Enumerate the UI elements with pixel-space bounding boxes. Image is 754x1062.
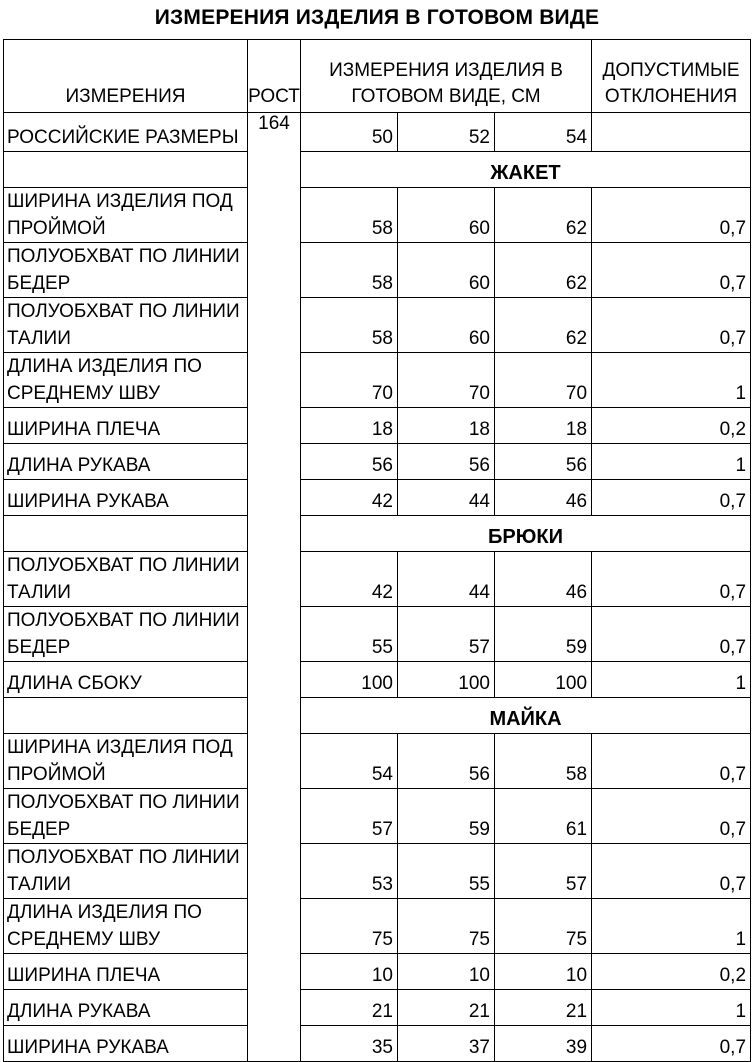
tolerance-value: 0,7 <box>592 607 751 662</box>
sizes-row-label: РОССИЙСКИЕ РАЗМЕРЫ <box>4 113 248 152</box>
measurement-value: 62 <box>495 188 592 243</box>
measurement-value: 21 <box>398 990 495 1026</box>
measurement-label: ШИРИНА РУКАВА <box>4 1026 248 1062</box>
size-value: 52 <box>398 113 495 152</box>
measurement-value: 56 <box>495 444 592 480</box>
section-row <box>4 152 751 188</box>
table-row <box>4 444 751 480</box>
table-row <box>4 552 751 607</box>
measurement-value: 62 <box>495 243 592 298</box>
measurement-label: ШИРИНА ИЗДЕЛИЯ ПОД ПРОЙМОЙ <box>4 734 248 789</box>
tolerance-value: 0,7 <box>592 789 751 844</box>
measurement-label: ДЛИНА СБОКУ <box>4 662 248 698</box>
measurement-value: 60 <box>398 298 495 353</box>
section-empty-cell <box>4 698 248 734</box>
measurement-label: ПОЛУОБХВАТ ПО ЛИНИИ ТАЛИИ <box>4 552 248 607</box>
height-value: 164 <box>248 113 301 1062</box>
measurement-label: ШИРИНА РУКАВА <box>4 480 248 516</box>
table-row <box>4 188 751 243</box>
measurement-value: 75 <box>301 899 398 954</box>
tolerance-value: 0,2 <box>592 954 751 990</box>
measurement-value: 75 <box>398 899 495 954</box>
measurement-value: 42 <box>301 480 398 516</box>
sizes-row <box>4 113 751 152</box>
measurement-label: ДЛИНА РУКАВА <box>4 990 248 1026</box>
table-row <box>4 662 751 698</box>
measurement-value: 58 <box>301 243 398 298</box>
table-row <box>4 734 751 789</box>
measurement-value: 56 <box>398 734 495 789</box>
tolerance-value: 0,7 <box>592 188 751 243</box>
measurement-value: 42 <box>301 552 398 607</box>
section-row <box>4 516 751 552</box>
measurement-value: 59 <box>398 789 495 844</box>
tolerance-value: 1 <box>592 899 751 954</box>
measurement-value: 70 <box>301 353 398 408</box>
measurement-value: 57 <box>398 607 495 662</box>
header-height: РОСТ <box>248 40 301 113</box>
section-title: МАЙКА <box>301 698 751 734</box>
table-row <box>4 298 751 353</box>
measurement-value: 44 <box>398 552 495 607</box>
measurement-value: 57 <box>301 789 398 844</box>
measurement-value: 54 <box>301 734 398 789</box>
tolerance-value: 0,2 <box>592 408 751 444</box>
table-row <box>4 408 751 444</box>
measurement-value: 44 <box>398 480 495 516</box>
tolerance-empty <box>592 113 751 152</box>
measurement-value: 55 <box>398 844 495 899</box>
measurement-value: 39 <box>495 1026 592 1062</box>
measurement-label: ПОЛУОБХВАТ ПО ЛИНИИ ТАЛИИ <box>4 844 248 899</box>
measurement-value: 70 <box>495 353 592 408</box>
measurement-value: 21 <box>301 990 398 1026</box>
tolerance-value: 0,7 <box>592 243 751 298</box>
header-row <box>4 40 751 113</box>
table-row <box>4 899 751 954</box>
header-finished-measurements: ИЗМЕРЕНИЯ ИЗДЕЛИЯ В ГОТОВОМ ВИДЕ, СМ <box>301 40 592 113</box>
tolerance-value: 0,7 <box>592 552 751 607</box>
measurement-value: 35 <box>301 1026 398 1062</box>
measurement-label: ДЛИНА ИЗДЕЛИЯ ПО СРЕДНЕМУ ШВУ <box>4 899 248 954</box>
section-title: ЖАКЕТ <box>301 152 751 188</box>
measurement-value: 100 <box>398 662 495 698</box>
tolerance-value: 0,7 <box>592 1026 751 1062</box>
measurement-value: 10 <box>301 954 398 990</box>
measurement-value: 57 <box>495 844 592 899</box>
measurement-value: 18 <box>301 408 398 444</box>
measurement-value: 58 <box>495 734 592 789</box>
tolerance-value: 0,7 <box>592 844 751 899</box>
table-row <box>4 607 751 662</box>
section-row <box>4 698 751 734</box>
tolerance-value: 0,7 <box>592 298 751 353</box>
measurement-value: 18 <box>398 408 495 444</box>
table-row <box>4 1026 751 1062</box>
measurement-value: 55 <box>301 607 398 662</box>
measurement-label: ШИРИНА ИЗДЕЛИЯ ПОД ПРОЙМОЙ <box>4 188 248 243</box>
tolerance-value: 1 <box>592 353 751 408</box>
measurement-value: 18 <box>495 408 592 444</box>
tolerance-value: 0,7 <box>592 734 751 789</box>
table-row <box>4 990 751 1026</box>
measurement-value: 46 <box>495 552 592 607</box>
size-value: 54 <box>495 113 592 152</box>
measurement-value: 60 <box>398 243 495 298</box>
tolerance-value: 1 <box>592 990 751 1026</box>
measurement-label: ДЛИНА ИЗДЕЛИЯ ПО СРЕДНЕМУ ШВУ <box>4 353 248 408</box>
measurement-label: ШИРИНА ПЛЕЧА <box>4 954 248 990</box>
measurement-value: 75 <box>495 899 592 954</box>
measurement-value: 61 <box>495 789 592 844</box>
measurement-value: 46 <box>495 480 592 516</box>
measurements-table <box>3 39 751 1062</box>
size-value: 50 <box>301 113 398 152</box>
measurement-value: 56 <box>301 444 398 480</box>
measurement-label: ШИРИНА ПЛЕЧА <box>4 408 248 444</box>
measurement-value: 100 <box>495 662 592 698</box>
measurement-value: 58 <box>301 298 398 353</box>
measurement-value: 56 <box>398 444 495 480</box>
measurement-value: 59 <box>495 607 592 662</box>
document-title: ИЗМЕРЕНИЯ ИЗДЕЛИЯ В ГОТОВОМ ВИДЕ <box>154 6 600 29</box>
section-empty-cell <box>4 516 248 552</box>
measurement-label: ДЛИНА РУКАВА <box>4 444 248 480</box>
measurement-value: 70 <box>398 353 495 408</box>
table-row <box>4 954 751 990</box>
measurement-label: ПОЛУОБХВАТ ПО ЛИНИИ БЕДЕР <box>4 607 248 662</box>
measurement-label: ПОЛУОБХВАТ ПО ЛИНИИ БЕДЕР <box>4 789 248 844</box>
measurement-value: 100 <box>301 662 398 698</box>
measurement-label: ПОЛУОБХВАТ ПО ЛИНИИ ТАЛИИ <box>4 298 248 353</box>
table-row <box>4 789 751 844</box>
tolerance-value: 1 <box>592 662 751 698</box>
table-row <box>4 480 751 516</box>
header-tolerance: ДОПУСТИМЫЕ ОТКЛОНЕНИЯ <box>592 40 751 113</box>
measurement-value: 21 <box>495 990 592 1026</box>
header-measurements: ИЗМЕРЕНИЯ <box>4 40 248 113</box>
measurement-label: ПОЛУОБХВАТ ПО ЛИНИИ БЕДЕР <box>4 243 248 298</box>
measurement-value: 58 <box>301 188 398 243</box>
measurement-value: 62 <box>495 298 592 353</box>
table-row <box>4 243 751 298</box>
section-title: БРЮКИ <box>301 516 751 552</box>
section-empty-cell <box>4 152 248 188</box>
measurement-value: 60 <box>398 188 495 243</box>
measurement-value: 10 <box>495 954 592 990</box>
table-row <box>4 353 751 408</box>
table-row <box>4 844 751 899</box>
tolerance-value: 0,7 <box>592 480 751 516</box>
tolerance-value: 1 <box>592 444 751 480</box>
measurement-value: 37 <box>398 1026 495 1062</box>
measurement-value: 10 <box>398 954 495 990</box>
measurement-value: 53 <box>301 844 398 899</box>
